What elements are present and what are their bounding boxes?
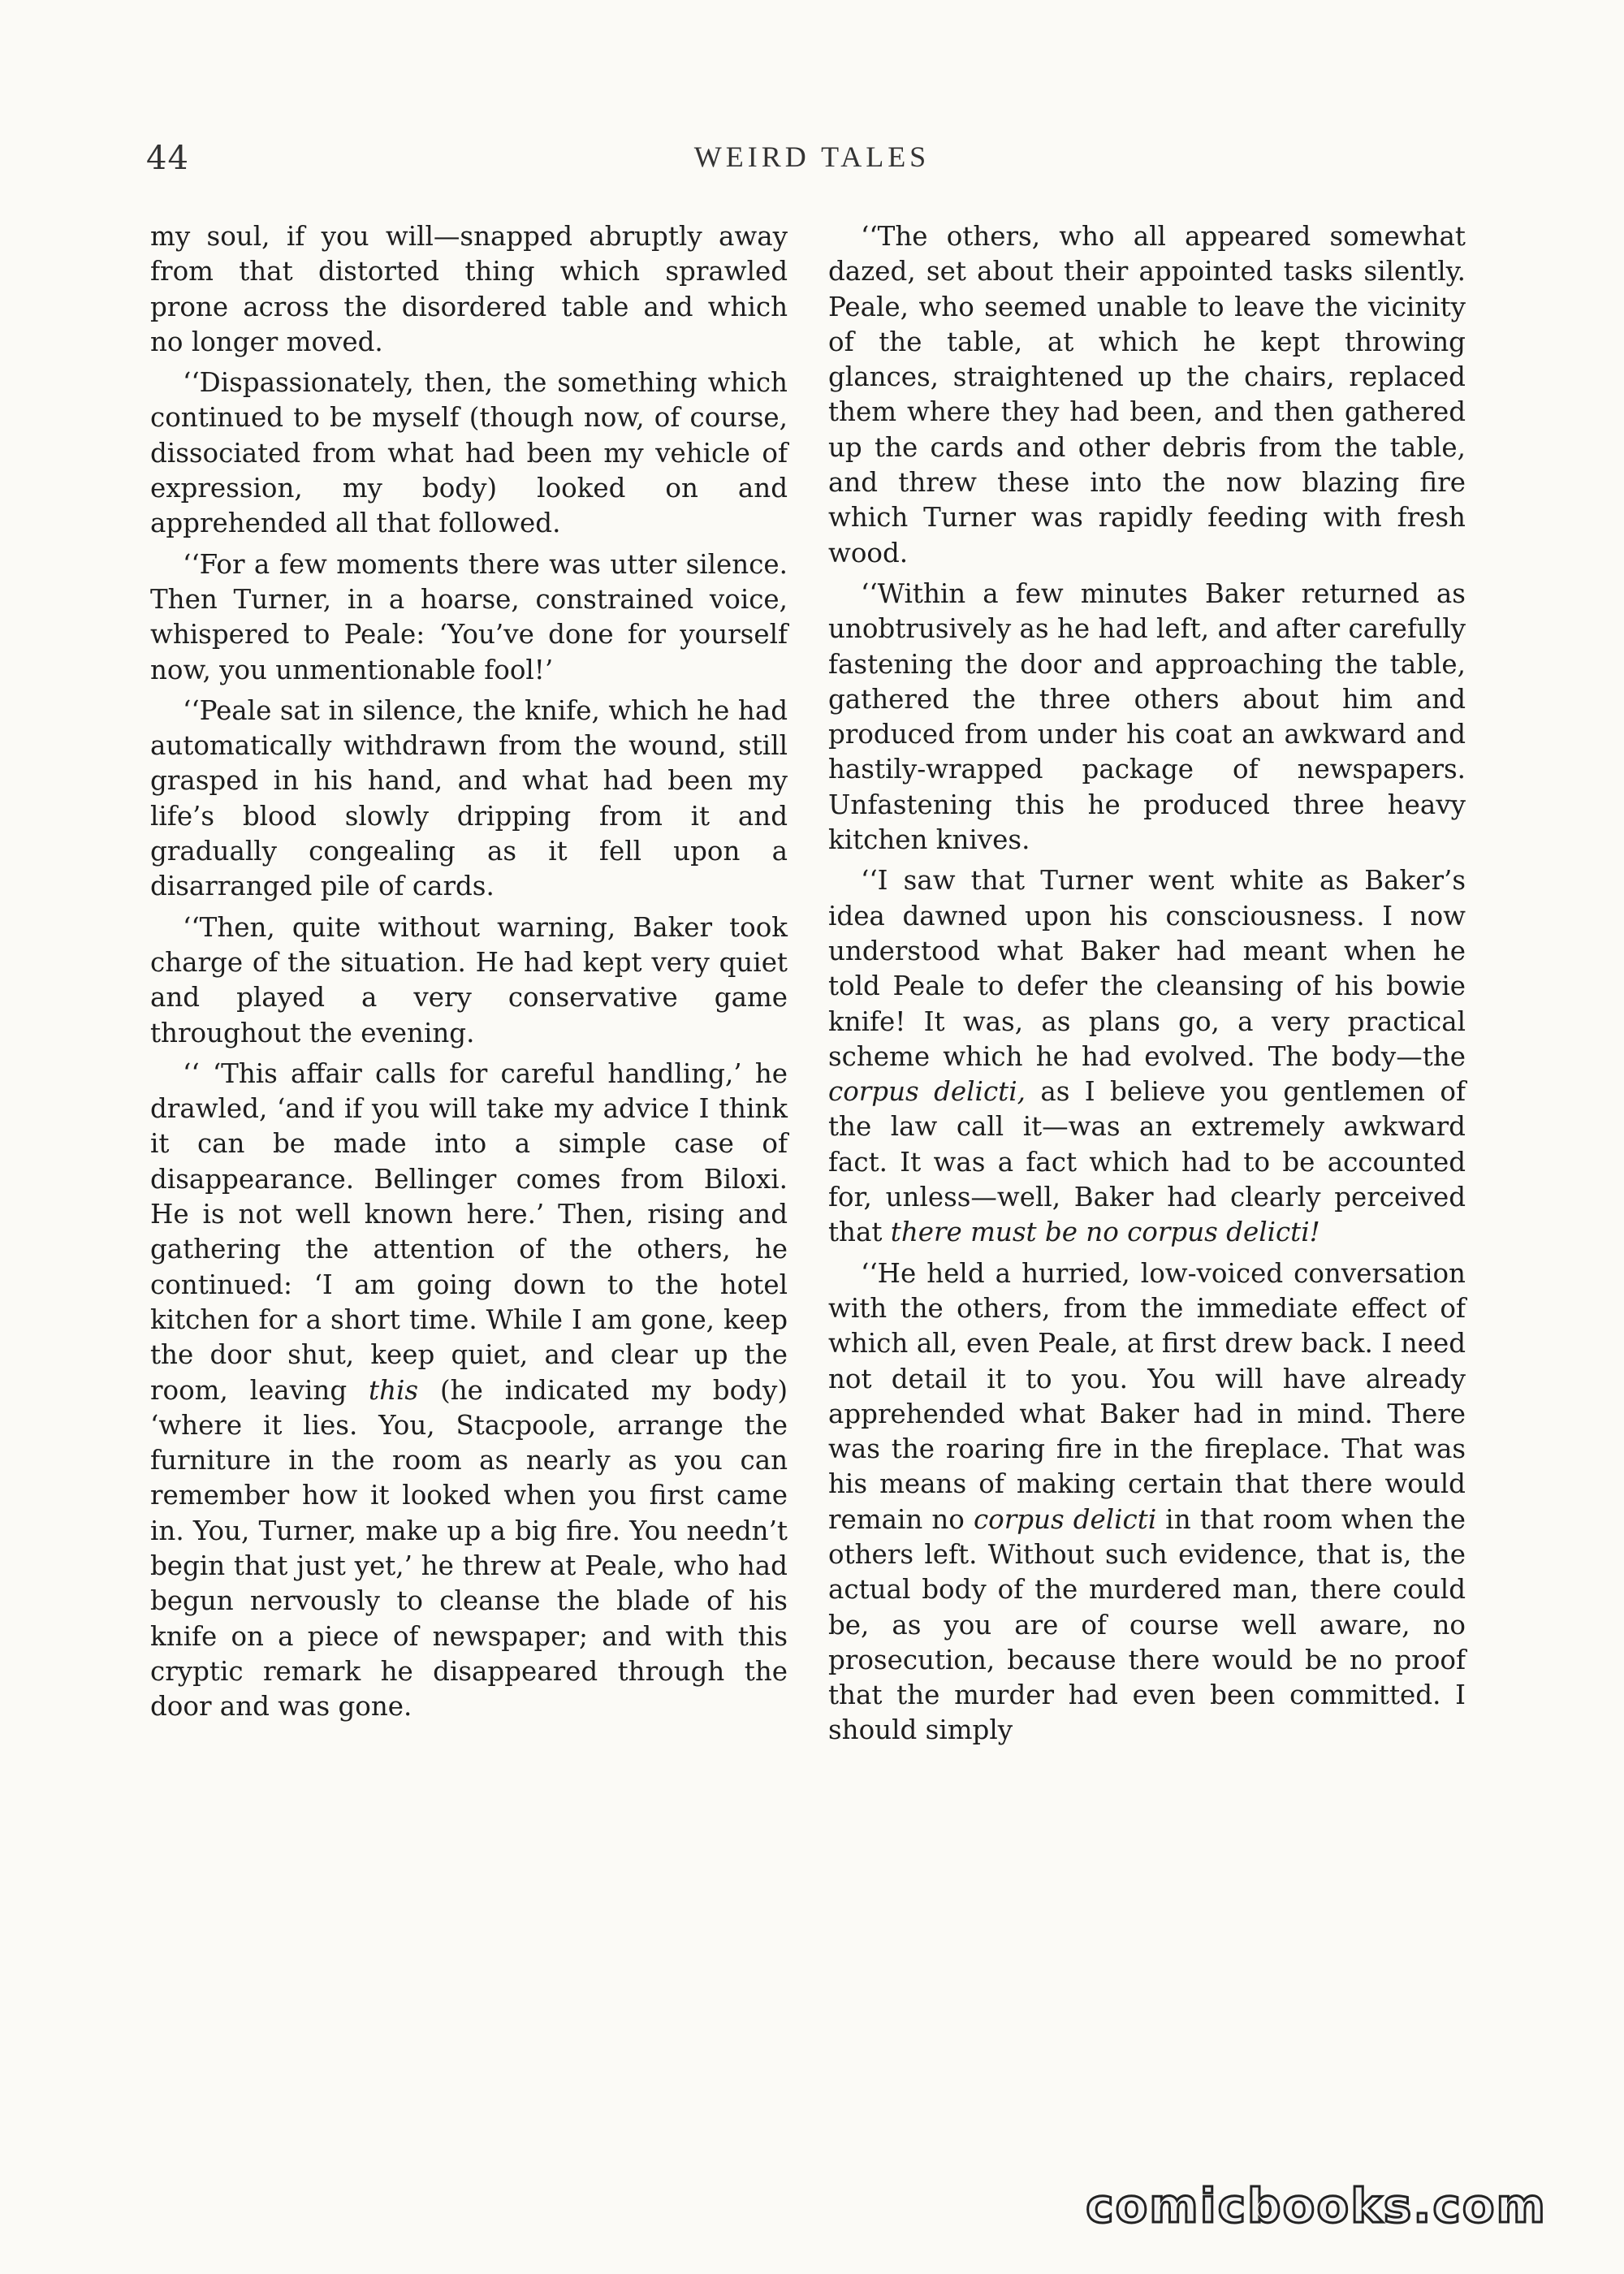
paragraph: ‘‘Peale sat in silence, the knife, which he had automatically withdrawn from the wound, still grasped in his hand, and what had been my life’s blood slowly dripping from it and gradually congealing as it fell upon a disarranged pile of cards.: [150, 694, 788, 902]
italic-text: corpus delicti: [973, 1503, 1157, 1535]
paragraph: ‘‘The others, who all appeared somewhat dazed, set about their appointed tasks silently. Peale, who seemed unable to leave the vicinity of the table, at which he kept throwing glances, straightened up the chairs, replaced them where they had been, and then gathered up the cards and other debris from the table, and threw these into the now blazing fire which Turner was rapidly feeding with fresh wood.: [828, 221, 1466, 568]
paragraph: [828, 1256, 1466, 1749]
paragraph: ‘‘Dispassionately, then, the something which continued to be myself (though now, of course, dissociated from what had been my vehicle of expression, my body) looked on and apprehended all that followed.: [150, 367, 788, 539]
watermark-logo: comicbooks.com: [1086, 2178, 1547, 2233]
paragraph: my soul, if you will—snapped abruptly away from that distorted thing which sprawled prone across the disordered table and which no longer moved.: [150, 221, 788, 357]
paragraph: [828, 863, 1466, 1250]
left-column: [150, 219, 788, 1730]
text-run: ‘‘ ‘This affair calls for careful handling,’ he drawled, ‘and if you will take my advice I think it can be made into a simple case of disappearance. Bellinger comes from Biloxi. He is not well known here.’ Then, rising and gathering the attention of the others, he continued: ‘I am going down to the hotel kitchen for a short time. While I am gone, keep the door shut, keep quiet, and clear up the room, leaving: [150, 1057, 788, 1406]
text-run: (he indicated my body) ‘where it lies. You, Stacpoole, arrange the furniture in the room as nearly as you can remember how it looked when you first came in. You, Turner, make up a big fire. You needn’t begin that just yet,’ he threw at Peale, who had begun nervously to cleanse the blade of his knife on a piece of newspaper; and with this cryptic remark he disappeared through the door and was gone.: [150, 1374, 788, 1723]
text-run: in that room when the others left. Without such evidence, that is, the actual body of the murdered man, there could be, as you are of course well aware, no prosecution, because there would be no proof that the murder had even been committed. I should simply: [828, 1503, 1466, 1746]
italic-text: this: [369, 1374, 419, 1406]
right-column: [828, 219, 1466, 1754]
paragraph: ‘‘Within a few minutes Baker returned as unobtrusively as he had left, and after carefully fastening the door and approaching the table, gathered the three others about him and produced from under his coat an awkward and hastily-wrapped package of newspapers. Unfastening this he produced three heavy kitchen knives.: [828, 577, 1466, 856]
italic-text: there must be no corpus delicti!: [890, 1217, 1320, 1248]
text-run: ‘‘I saw that Turner went white as Baker’s idea dawned upon his consciousness. I now understood what Baker had meant when he told Peale to defer the cleansing of his bowie knife! It was, as plans go, a very practical scheme which he had evolved. The body—the: [828, 865, 1466, 1072]
text-run: as I believe you gentlemen of the law call it—was an extremely awkward fact. It was a fact which had to be accounted for, unless—well, Baker had clearly perceived that: [828, 1076, 1466, 1248]
paragraph: [150, 1057, 788, 1725]
paragraph: ‘‘For a few moments there was utter silence. Then Turner, in a hoarse, constrained voice, whispered to Peale: ‘You’ve done for yourself now, you unmentionable fool!’: [150, 548, 788, 685]
page-number: 44: [146, 140, 189, 177]
running-title: WEIRD TALES: [693, 141, 931, 173]
paragraph: ‘‘Then, quite without warning, Baker took charge of the situation. He had kept very quiet and played a very conservative game throughout the evening.: [150, 911, 788, 1048]
text-run: ‘‘He held a hurried, low-voiced conversation with the others, from the immediate effect of which all, even Peale, at first drew back. I need not detail it to you. You will have already apprehended what Baker had in mind. There was the roaring fire in the fireplace. That was his means of making certain that there would remain no: [828, 1257, 1466, 1535]
italic-text: corpus delicti,: [828, 1076, 1026, 1108]
